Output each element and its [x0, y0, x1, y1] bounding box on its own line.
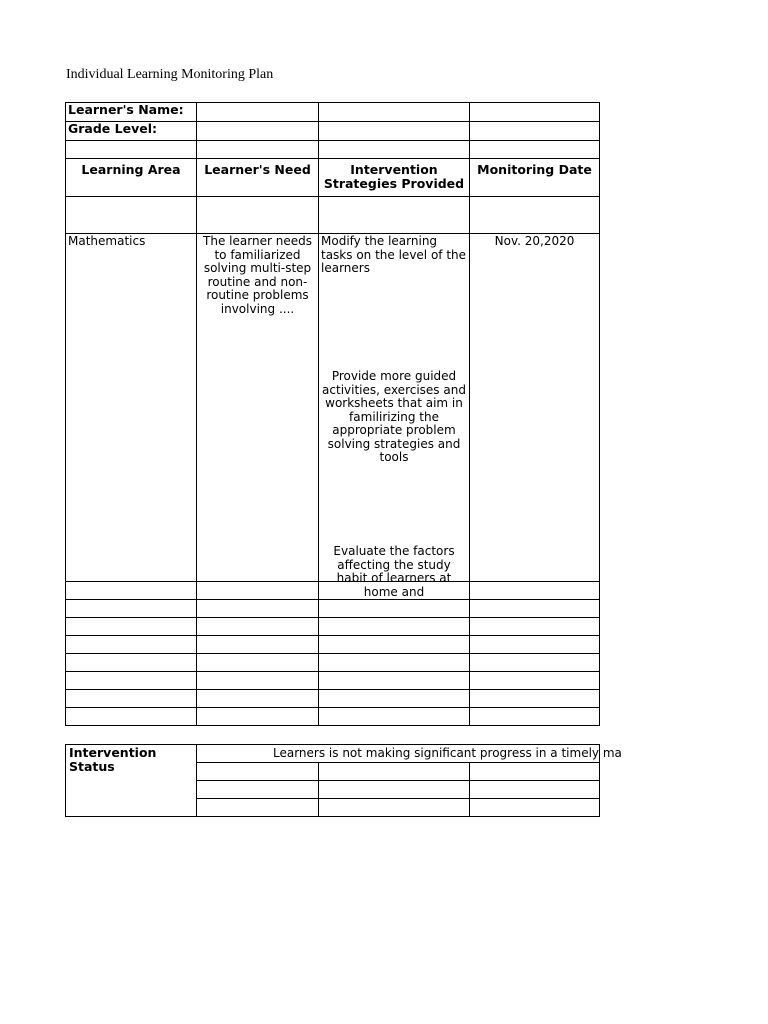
strategy-3: Evaluate the factors affecting the study habit of learners at home and — [333, 544, 455, 599]
blank-cell[interactable] — [470, 582, 600, 600]
grade-level-label: Grade Level: — [66, 122, 197, 141]
blank-cell[interactable] — [470, 197, 600, 234]
blank-cell[interactable] — [470, 141, 600, 159]
blank-cell[interactable] — [319, 197, 470, 234]
learner-name-label: Learner's Name: — [66, 103, 197, 122]
blank-cell[interactable] — [470, 690, 600, 708]
learners-need-cell[interactable]: The learner needs to familiarized solving multi-step routine and non-routine problems involving .... — [197, 234, 319, 582]
blank-cell[interactable] — [470, 618, 600, 636]
blank-cell[interactable] — [319, 708, 470, 726]
blank-cell[interactable] — [197, 799, 319, 817]
intervention-status-table — [65, 744, 622, 817]
blank-cell[interactable] — [66, 636, 197, 654]
blank-cell[interactable] — [66, 600, 197, 618]
blank-cell[interactable] — [197, 763, 319, 781]
learner-name-cell-3[interactable] — [470, 103, 600, 122]
blank-cell[interactable] — [197, 690, 319, 708]
blank-cell[interactable] — [319, 672, 470, 690]
blank-cell[interactable] — [319, 690, 470, 708]
blank-cell[interactable] — [66, 654, 197, 672]
blank-cell[interactable] — [470, 672, 600, 690]
blank-cell[interactable] — [66, 618, 197, 636]
blank-cell[interactable] — [66, 690, 197, 708]
blank-cell[interactable] — [470, 708, 600, 726]
blank-cell[interactable] — [470, 636, 600, 654]
blank-cell[interactable] — [319, 799, 470, 817]
blank-cell[interactable] — [197, 654, 319, 672]
blank-cell[interactable] — [319, 654, 470, 672]
grade-level-cell[interactable] — [197, 122, 319, 141]
header-learners-need: Learner's Need — [197, 159, 319, 197]
blank-cell[interactable] — [197, 708, 319, 726]
blank-cell[interactable] — [470, 600, 600, 618]
strategy-2: Provide more guided activities, exercises and worksheets that aim in familirizing the appropriate problem solving strategies and tools — [322, 369, 466, 464]
header-monitoring-date: Monitoring Date — [470, 159, 600, 197]
blank-cell[interactable] — [470, 763, 600, 781]
blank-cell[interactable] — [66, 141, 197, 159]
grade-level-cell-3[interactable] — [470, 122, 600, 141]
blank-cell[interactable] — [470, 781, 600, 799]
blank-cell[interactable] — [66, 708, 197, 726]
strategy-1: Modify the learning tasks on the level of the learners — [321, 234, 467, 275]
grade-level-cell-2[interactable] — [319, 122, 470, 141]
blank-cell[interactable] — [197, 141, 319, 159]
blank-cell[interactable] — [319, 636, 470, 654]
blank-cell[interactable] — [197, 197, 319, 234]
learning-area-cell[interactable]: Mathematics — [66, 234, 197, 582]
blank-cell[interactable] — [470, 654, 600, 672]
strategies-cell[interactable] — [319, 234, 470, 599]
intervention-status-value[interactable]: Learners is not making significant progress in a timely ma — [197, 745, 600, 763]
blank-cell[interactable] — [319, 141, 470, 159]
monitoring-date-cell[interactable]: Nov. 20,2020 — [470, 234, 600, 582]
document-title: Individual Learning Monitoring Plan — [66, 67, 274, 82]
blank-cell[interactable] — [197, 582, 319, 600]
learner-name-cell[interactable] — [197, 103, 319, 122]
header-intervention-strategies: Intervention Strategies Provided — [319, 159, 470, 197]
header-learning-area: Learning Area — [66, 159, 197, 197]
blank-cell[interactable] — [197, 600, 319, 618]
blank-cell[interactable] — [319, 763, 470, 781]
blank-cell[interactable] — [66, 582, 197, 600]
blank-cell[interactable] — [66, 197, 197, 234]
blank-cell[interactable] — [66, 672, 197, 690]
blank-cell[interactable] — [319, 781, 470, 799]
monitoring-plan-table — [65, 102, 600, 726]
blank-cell[interactable] — [470, 799, 600, 817]
blank-cell[interactable] — [197, 781, 319, 799]
blank-cell[interactable] — [197, 618, 319, 636]
learner-name-cell-2[interactable] — [319, 103, 470, 122]
blank-cell[interactable] — [197, 672, 319, 690]
intervention-status-label: Intervention Status — [66, 745, 197, 817]
blank-cell[interactable] — [197, 636, 319, 654]
blank-cell[interactable] — [319, 600, 470, 618]
blank-cell[interactable] — [319, 618, 470, 636]
